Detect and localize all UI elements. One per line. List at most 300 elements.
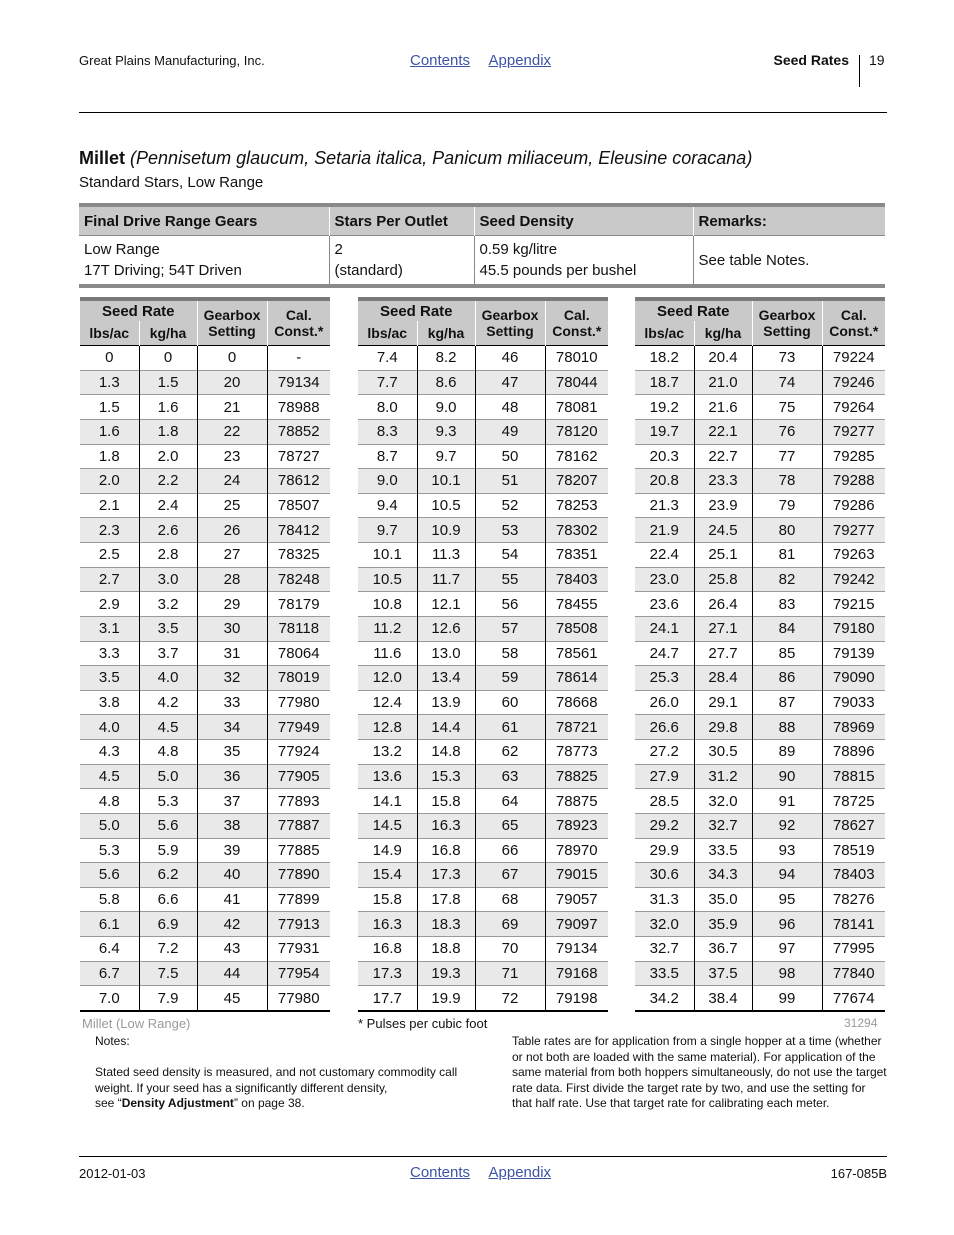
- cal-const-cell: 78010: [545, 346, 608, 371]
- cal-const-cell: 78403: [545, 567, 608, 592]
- kg-ha-cell: 13.4: [417, 666, 475, 691]
- table-row: [358, 764, 608, 789]
- lbs-ac-cell: 6.7: [80, 961, 139, 986]
- lbs-ac-cell: 10.5: [358, 567, 417, 592]
- kg-ha-cell: 3.5: [139, 616, 197, 641]
- cal-const-cell: 78248: [267, 567, 330, 592]
- notes-right: Table rates are for application from a single hopper at a time (whether or not both are loaded with the same material). For application of the same material from both hoppers simultaneously, do not use the target rate data. First divide the target rate by two, and use the setting for that half rate. Use that target rate for calibrating each meter.: [512, 1034, 887, 1111]
- kg-ha-cell: 27.1: [694, 616, 752, 641]
- cal-const-cell: 79139: [822, 641, 885, 666]
- cal-const-cell: 79015: [545, 863, 608, 888]
- header-divider: [859, 55, 860, 87]
- gearbox-setting-cell: 96: [752, 912, 822, 937]
- cal-const-cell: 77980: [267, 690, 330, 715]
- kg-ha-cell: 4.8: [139, 740, 197, 765]
- lbs-ac-cell: 19.7: [635, 419, 694, 444]
- kg-ha-cell: 16.3: [417, 813, 475, 838]
- gearbox-setting-cell: 76: [752, 419, 822, 444]
- gearbox-setting-cell: 64: [475, 789, 545, 814]
- cal-const-cell: 78162: [545, 444, 608, 469]
- cal-const-cell: 79224: [822, 346, 885, 371]
- cal-const-cell: 77980: [267, 986, 330, 1011]
- table-row: [635, 395, 885, 420]
- cal-const-header: [545, 299, 608, 346]
- kg-ha-cell: 5.0: [139, 764, 197, 789]
- table-row: [635, 937, 885, 962]
- lbs-ac-cell: 5.8: [80, 887, 139, 912]
- lbs-ac-cell: 15.8: [358, 887, 417, 912]
- gearbox-setting-cell: 53: [475, 518, 545, 543]
- cal-const-cell: 78508: [545, 616, 608, 641]
- cal-const-cell: 78627: [822, 813, 885, 838]
- gearbox-setting-cell: 54: [475, 543, 545, 568]
- cal-const-cell: 78064: [267, 641, 330, 666]
- lbs-ac-cell: 28.5: [635, 789, 694, 814]
- lbs-ac-cell: 17.3: [358, 961, 417, 986]
- kg-ha-cell: 31.2: [694, 764, 752, 789]
- cal-const-cell: 79263: [822, 543, 885, 568]
- lbs-ac-cell: 1.8: [80, 444, 139, 469]
- table-row: [80, 740, 330, 765]
- gearbox-setting-cell: 35: [197, 740, 267, 765]
- lbs-ac-cell: 3.3: [80, 641, 139, 666]
- cal-const-cell: 79286: [822, 493, 885, 518]
- table-row: [80, 986, 330, 1011]
- page-number: 19: [869, 52, 885, 68]
- seed-rate-header: Seed Rate: [80, 299, 197, 321]
- kg-ha-cell: 3.7: [139, 641, 197, 666]
- table-row: [635, 690, 885, 715]
- table-row: [635, 887, 885, 912]
- lbs-ac-cell: 27.9: [635, 764, 694, 789]
- kg-ha-cell: 18.8: [417, 937, 475, 962]
- gearbox-setting-cell: 48: [475, 395, 545, 420]
- table-row: [80, 813, 330, 838]
- table-row: [635, 666, 885, 691]
- stars-count: 2: [334, 241, 343, 258]
- lbs-ac-cell: 34.2: [635, 986, 694, 1011]
- kg-ha-cell: 6.2: [139, 863, 197, 888]
- footer-appendix-link[interactable]: Appendix: [488, 1164, 552, 1181]
- lbs-ac-cell: 5.3: [80, 838, 139, 863]
- cal-const-cell: 78721: [545, 715, 608, 740]
- table-row: [635, 370, 885, 395]
- cal-const-cell: 79090: [822, 666, 885, 691]
- gearbox-setting-cell: 59: [475, 666, 545, 691]
- header-nav: [410, 52, 565, 70]
- table-row: [358, 887, 608, 912]
- cal-const-cell: 77931: [267, 937, 330, 962]
- lbs-ac-cell: 8.0: [358, 395, 417, 420]
- cal-const-cell: 79246: [822, 370, 885, 395]
- lbs-ac-cell: 32.7: [635, 937, 694, 962]
- gearbox-setting-cell: 27: [197, 543, 267, 568]
- cal-const-header: [267, 299, 330, 346]
- lbs-ac-cell: 4.8: [80, 789, 139, 814]
- kg-ha-cell: 2.8: [139, 543, 197, 568]
- gearbox-setting-cell: 43: [197, 937, 267, 962]
- cal-const-cell: 79277: [822, 419, 885, 444]
- cal-const-cell: 77674: [822, 986, 885, 1011]
- cal-const-cell: 78325: [267, 543, 330, 568]
- final-drive-value: [79, 236, 329, 287]
- table-caption: Millet (Low Range): [82, 1016, 191, 1031]
- header-final-drive: Final Drive Range Gears: [79, 205, 329, 236]
- lbs-ac-cell: 24.7: [635, 641, 694, 666]
- table-row: [635, 444, 885, 469]
- footer-doc-number: 167-085B: [830, 1166, 887, 1181]
- remarks-value: See table Notes.: [693, 236, 885, 287]
- drive-info-table: [79, 203, 885, 288]
- gearbox-setting-cell: 80: [752, 518, 822, 543]
- cal-const-cell: 78351: [545, 543, 608, 568]
- kg-ha-cell: 9.3: [417, 419, 475, 444]
- lbs-ac-cell: 23.6: [635, 592, 694, 617]
- cal-const-cell: 79168: [545, 961, 608, 986]
- table-row: [358, 863, 608, 888]
- cal-const-cell: 78044: [545, 370, 608, 395]
- lbs-ac-cell: 11.2: [358, 616, 417, 641]
- table-row: [80, 666, 330, 691]
- gearbox-setting-cell: 70: [475, 937, 545, 962]
- setting-label: Setting: [763, 323, 811, 339]
- table-row: [635, 715, 885, 740]
- stars-type: (standard): [334, 262, 403, 279]
- lbs-ac-cell: 3.1: [80, 616, 139, 641]
- table-row: [80, 346, 330, 371]
- kg-ha-cell: 4.5: [139, 715, 197, 740]
- cal-const-cell: 78875: [545, 789, 608, 814]
- kg-ha-cell: 12.1: [417, 592, 475, 617]
- gearbox-setting-cell: 91: [752, 789, 822, 814]
- kg-ha-cell: 5.9: [139, 838, 197, 863]
- table-row: [358, 666, 608, 691]
- appendix-link[interactable]: Appendix: [488, 52, 552, 69]
- lbs-ac-cell: 3.5: [80, 666, 139, 691]
- table-row: [635, 740, 885, 765]
- kg-ha-cell: 7.9: [139, 986, 197, 1011]
- table-row: [80, 887, 330, 912]
- cal-const-cell: 77954: [267, 961, 330, 986]
- kg-ha-cell: 32.7: [694, 813, 752, 838]
- lbs-ac-cell: 14.1: [358, 789, 417, 814]
- cal-const-cell: 78455: [545, 592, 608, 617]
- kg-ha-cell: 5.6: [139, 813, 197, 838]
- gearbox-setting-cell: 92: [752, 813, 822, 838]
- kg-ha-cell: 18.3: [417, 912, 475, 937]
- table-row: [80, 863, 330, 888]
- kg-ha-cell: 2.0: [139, 444, 197, 469]
- gearbox-setting-cell: 66: [475, 838, 545, 863]
- kg-ha-cell: 6.6: [139, 887, 197, 912]
- cal-label: Cal.: [840, 307, 867, 323]
- table-row: [80, 543, 330, 568]
- lbs-ac-cell: 13.2: [358, 740, 417, 765]
- lbs-ac-cell: 30.6: [635, 863, 694, 888]
- gearbox-setting-cell: 97: [752, 937, 822, 962]
- gearbox-setting-cell: 47: [475, 370, 545, 395]
- table-row: [635, 567, 885, 592]
- table-row: [635, 912, 885, 937]
- lbs-ac-cell: 5.0: [80, 813, 139, 838]
- kg-ha-cell: 11.7: [417, 567, 475, 592]
- lbs-ac-cell: 17.7: [358, 986, 417, 1011]
- gearbox-setting-cell: 71: [475, 961, 545, 986]
- footer-rule: [79, 1156, 887, 1157]
- gearbox-setting-cell: 79: [752, 493, 822, 518]
- lbs-ac-cell: 13.6: [358, 764, 417, 789]
- range-line: Low Range: [84, 241, 160, 258]
- density-imperial: 45.5 pounds per bushel: [479, 262, 637, 279]
- crop-name: Millet: [79, 148, 126, 168]
- cal-const-cell: 78852: [267, 419, 330, 444]
- cal-const-cell: 79288: [822, 469, 885, 494]
- lbs-ac-cell: 32.0: [635, 912, 694, 937]
- const-label: Const.*: [552, 323, 602, 339]
- const-label: Const.*: [274, 323, 324, 339]
- lbs-ac-cell: 11.6: [358, 641, 417, 666]
- see-prefix: see “: [95, 1096, 122, 1111]
- gearbox-setting-cell: 77: [752, 444, 822, 469]
- table-row: [80, 961, 330, 986]
- notes-left: [95, 1034, 480, 1112]
- gearbox-setting-cell: 68: [475, 887, 545, 912]
- kg-ha-cell: 19.9: [417, 986, 475, 1011]
- kg-ha-cell: 29.1: [694, 690, 752, 715]
- lbs-ac-cell: 26.6: [635, 715, 694, 740]
- table-row: [635, 592, 885, 617]
- gearbox-setting-cell: 38: [197, 813, 267, 838]
- table-row: [80, 690, 330, 715]
- kg-ha-header: kg/ha: [139, 321, 197, 346]
- lbs-ac-cell: 4.5: [80, 764, 139, 789]
- cal-const-cell: 78923: [545, 813, 608, 838]
- gearbox-setting-cell: 62: [475, 740, 545, 765]
- gearbox-setting-cell: 58: [475, 641, 545, 666]
- table-row: [358, 961, 608, 986]
- header-stars-per-outlet: Stars Per Outlet: [329, 205, 474, 236]
- lbs-ac-cell: 7.4: [358, 346, 417, 371]
- kg-ha-cell: 10.9: [417, 518, 475, 543]
- table-row: [358, 419, 608, 444]
- gearbox-setting-cell: 82: [752, 567, 822, 592]
- lbs-ac-cell: 27.2: [635, 740, 694, 765]
- gearbox-setting-cell: 85: [752, 641, 822, 666]
- lbs-ac-cell: 12.4: [358, 690, 417, 715]
- kg-ha-cell: 38.4: [694, 986, 752, 1011]
- cal-const-cell: 79180: [822, 616, 885, 641]
- table-row: [358, 567, 608, 592]
- gearbox-setting-cell: 94: [752, 863, 822, 888]
- kg-ha-cell: 8.6: [417, 370, 475, 395]
- cal-const-cell: 78507: [267, 493, 330, 518]
- cal-const-cell: 78815: [822, 764, 885, 789]
- gearbox-label: Gearbox: [481, 307, 539, 323]
- lbs-ac-header: lbs/ac: [635, 321, 694, 346]
- table-row: [635, 469, 885, 494]
- table-row: [80, 912, 330, 937]
- lbs-ac-cell: 8.7: [358, 444, 417, 469]
- cal-const-cell: 78614: [545, 666, 608, 691]
- cal-const-cell: 77840: [822, 961, 885, 986]
- gearbox-setting-cell: 78: [752, 469, 822, 494]
- gearbox-setting-cell: 46: [475, 346, 545, 371]
- gearbox-setting-cell: 40: [197, 863, 267, 888]
- cal-const-cell: 79057: [545, 887, 608, 912]
- cal-const-cell: 78727: [267, 444, 330, 469]
- header-remarks: Remarks:: [693, 205, 885, 236]
- gearbox-setting-cell: 57: [475, 616, 545, 641]
- cal-const-cell: 77905: [267, 764, 330, 789]
- table-row: [635, 616, 885, 641]
- kg-ha-cell: 21.6: [694, 395, 752, 420]
- lbs-ac-cell: 4.0: [80, 715, 139, 740]
- kg-ha-cell: 2.4: [139, 493, 197, 518]
- gearbox-setting-cell: 23: [197, 444, 267, 469]
- table-row: [358, 444, 608, 469]
- gearbox-setting-cell: 83: [752, 592, 822, 617]
- gearbox-setting-cell: 22: [197, 419, 267, 444]
- kg-ha-cell: 26.4: [694, 592, 752, 617]
- lbs-ac-cell: 7.7: [358, 370, 417, 395]
- lbs-ac-cell: 26.0: [635, 690, 694, 715]
- gearbox-setting-cell: 37: [197, 789, 267, 814]
- lbs-ac-cell: 18.7: [635, 370, 694, 395]
- lbs-ac-cell: 10.1: [358, 543, 417, 568]
- cal-const-cell: 78179: [267, 592, 330, 617]
- seed-rate-table-1: [80, 297, 330, 1012]
- lbs-ac-cell: 29.2: [635, 813, 694, 838]
- gearbox-setting-cell: 42: [197, 912, 267, 937]
- lbs-ac-cell: 7.0: [80, 986, 139, 1011]
- lbs-ac-cell: 10.8: [358, 592, 417, 617]
- page-subtitle: Standard Stars, Low Range: [79, 174, 264, 191]
- table-row: [635, 838, 885, 863]
- table-row: [80, 937, 330, 962]
- section-title: Seed Rates: [773, 52, 849, 68]
- cal-const-cell: 79215: [822, 592, 885, 617]
- gearbox-setting-cell: 32: [197, 666, 267, 691]
- table-row: [635, 961, 885, 986]
- cal-const-cell: 78276: [822, 887, 885, 912]
- table-row: [358, 493, 608, 518]
- kg-ha-header: kg/ha: [694, 321, 752, 346]
- header-rule: [79, 112, 887, 113]
- kg-ha-cell: 4.0: [139, 666, 197, 691]
- kg-ha-cell: 20.4: [694, 346, 752, 371]
- gearbox-setting-cell: 81: [752, 543, 822, 568]
- kg-ha-cell: 6.9: [139, 912, 197, 937]
- kg-ha-cell: 27.7: [694, 641, 752, 666]
- table-row: [80, 370, 330, 395]
- lbs-ac-cell: 2.7: [80, 567, 139, 592]
- table-row: [358, 641, 608, 666]
- table-row: [358, 789, 608, 814]
- table-row: [358, 912, 608, 937]
- kg-ha-cell: 17.8: [417, 887, 475, 912]
- gearbox-setting-cell: 84: [752, 616, 822, 641]
- gearbox-setting-cell: 95: [752, 887, 822, 912]
- gearbox-setting-cell: 51: [475, 469, 545, 494]
- cal-const-cell: 77885: [267, 838, 330, 863]
- lbs-ac-cell: 9.7: [358, 518, 417, 543]
- cal-const-cell: 79285: [822, 444, 885, 469]
- table-row: [358, 813, 608, 838]
- gearbox-setting-cell: 72: [475, 986, 545, 1011]
- lbs-ac-cell: 6.4: [80, 937, 139, 962]
- cal-const-cell: 79134: [545, 937, 608, 962]
- cal-const-cell: 77995: [822, 937, 885, 962]
- cal-const-cell: 78302: [545, 518, 608, 543]
- cal-const-cell: 79264: [822, 395, 885, 420]
- cal-const-cell: 79134: [267, 370, 330, 395]
- kg-ha-cell: 14.4: [417, 715, 475, 740]
- cal-const-cell: 78668: [545, 690, 608, 715]
- cal-const-cell: 78612: [267, 469, 330, 494]
- kg-ha-cell: 10.1: [417, 469, 475, 494]
- gearbox-setting-cell: 26: [197, 518, 267, 543]
- gearbox-setting-cell: 73: [752, 346, 822, 371]
- gearbox-label: Gearbox: [203, 307, 261, 323]
- kg-ha-cell: 0: [139, 346, 197, 371]
- kg-ha-cell: 13.9: [417, 690, 475, 715]
- lbs-ac-cell: 12.0: [358, 666, 417, 691]
- contents-link[interactable]: Contents: [410, 52, 471, 69]
- footer-contents-link[interactable]: Contents: [410, 1164, 471, 1181]
- gearbox-setting-cell: 69: [475, 912, 545, 937]
- gearbox-setting-cell: 29: [197, 592, 267, 617]
- lbs-ac-cell: 33.5: [635, 961, 694, 986]
- gearbox-setting-cell: 56: [475, 592, 545, 617]
- lbs-ac-cell: 14.9: [358, 838, 417, 863]
- cal-const-cell: 77893: [267, 789, 330, 814]
- lbs-ac-cell: 29.9: [635, 838, 694, 863]
- gearbox-setting-cell: 0: [197, 346, 267, 371]
- table-row: [358, 370, 608, 395]
- cal-const-cell: 78120: [545, 419, 608, 444]
- lbs-ac-cell: 2.5: [80, 543, 139, 568]
- table-row: [80, 764, 330, 789]
- cal-const-header: [822, 299, 885, 346]
- table-row: [358, 469, 608, 494]
- lbs-ac-cell: 1.6: [80, 419, 139, 444]
- kg-ha-cell: 15.3: [417, 764, 475, 789]
- company-name: Great Plains Manufacturing, Inc.: [79, 53, 265, 68]
- cal-const-cell: 78561: [545, 641, 608, 666]
- stars-value: [329, 236, 474, 287]
- kg-ha-cell: 34.3: [694, 863, 752, 888]
- kg-ha-cell: 1.5: [139, 370, 197, 395]
- gearbox-setting-cell: 36: [197, 764, 267, 789]
- gearbox-setting-cell: 93: [752, 838, 822, 863]
- lbs-ac-cell: 16.8: [358, 937, 417, 962]
- cal-const-cell: 77913: [267, 912, 330, 937]
- lbs-ac-cell: 21.9: [635, 518, 694, 543]
- density-adjustment-ref: Density Adjustment: [121, 1096, 234, 1111]
- table-row: [635, 543, 885, 568]
- lbs-ac-cell: 14.5: [358, 813, 417, 838]
- cal-const-cell: 78412: [267, 518, 330, 543]
- kg-ha-cell: 3.2: [139, 592, 197, 617]
- gearbox-setting-cell: 63: [475, 764, 545, 789]
- table-row: [80, 592, 330, 617]
- setting-label: Setting: [208, 323, 256, 339]
- table-row: [80, 567, 330, 592]
- cal-const-cell: 78019: [267, 666, 330, 691]
- gearbox-setting-cell: 55: [475, 567, 545, 592]
- table-row: [80, 469, 330, 494]
- notes-density-text: Stated seed density is measured, and not customary commodity call weight. If your seed has a significantly different density,: [95, 1065, 458, 1095]
